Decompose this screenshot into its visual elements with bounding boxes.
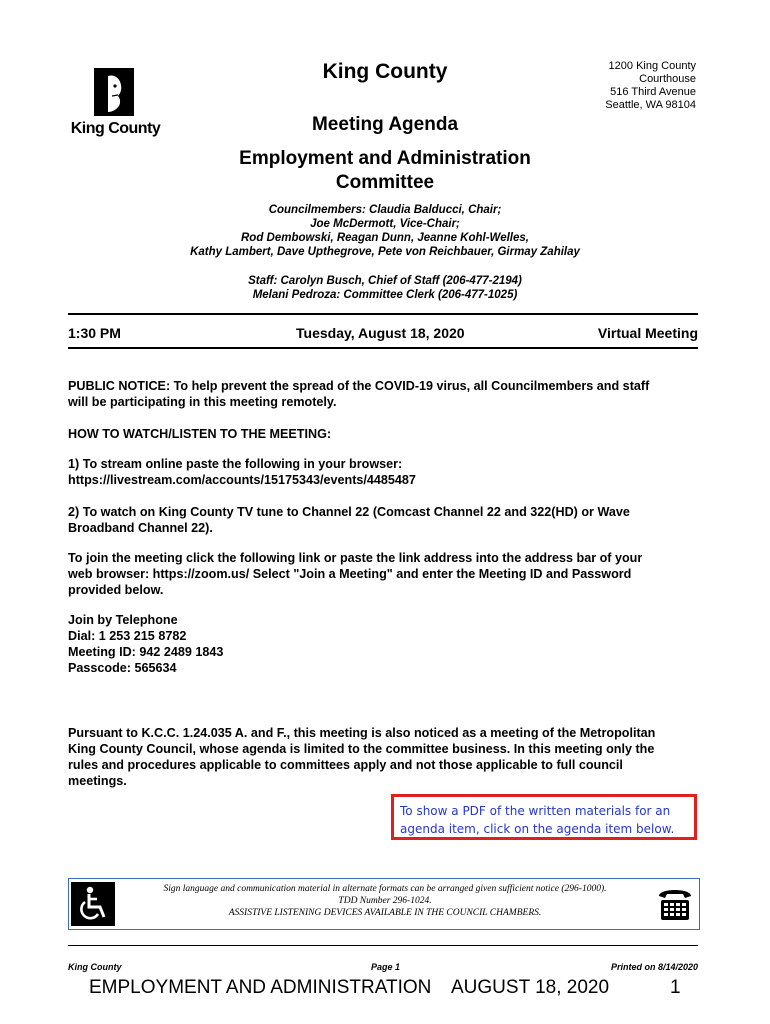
accessibility-box bbox=[68, 878, 700, 930]
meeting-date: Tuesday, August 18, 2020 bbox=[296, 325, 465, 341]
address-line: 516 Third Avenue bbox=[610, 86, 696, 98]
staff bbox=[120, 274, 650, 302]
page-title: King County bbox=[322, 60, 448, 83]
meeting-time: 1:30 PM bbox=[68, 325, 121, 341]
king-county-logo-icon bbox=[94, 68, 134, 116]
text-line: rules and procedures applicable to committees apply and not those applicable to full council bbox=[68, 758, 623, 772]
pursuant-paragraph bbox=[68, 725, 708, 789]
members-line: Rod Dembowski, Reagan Dunn, Jeanne Kohl-Welles, bbox=[241, 232, 529, 244]
text-line: TDD Number 296-1024. bbox=[338, 896, 432, 906]
pdf-notice-box bbox=[391, 794, 697, 840]
text-line: meetings. bbox=[68, 774, 127, 788]
text-line: Passcode: 565634 bbox=[68, 661, 177, 675]
text-line: PUBLIC NOTICE: To help prevent the spread of the COVID-19 virus, all Councilmembers and staff bbox=[68, 379, 650, 393]
text-line: Broadband Channel 22). bbox=[68, 521, 213, 535]
agenda-heading: Meeting Agenda bbox=[311, 114, 459, 135]
notice-line: agenda item, click on the agenda item below. bbox=[400, 822, 675, 836]
members-line: Kathy Lambert, Dave Upthegrove, Pete von Reichbauer, Girmay Zahilay bbox=[190, 246, 580, 258]
address-line: 1200 King County bbox=[608, 60, 696, 72]
tdd-phone-icon bbox=[653, 882, 697, 926]
text-line: will be participating in this meeting remotely. bbox=[68, 395, 337, 409]
stream-link[interactable]: https://livestream.com/accounts/15175343/events/4485487 bbox=[68, 473, 416, 487]
text-line: Join by Telephone bbox=[68, 613, 178, 627]
tv-instructions bbox=[68, 504, 708, 536]
notice-line: To show a PDF of the written materials for an bbox=[400, 804, 671, 818]
text-line: Pursuant to K.C.C. 1.24.035 A. and F., this meeting is also noticed as a meeting of the Metropolitan bbox=[68, 726, 656, 740]
address bbox=[560, 60, 696, 112]
divider-bottom bbox=[68, 347, 698, 349]
footer-divider bbox=[68, 945, 698, 946]
wheelchair-icon bbox=[71, 882, 115, 926]
text-line: web browser: https://zoom.us/ Select "Join a Meeting" and enter the Meeting ID and Password bbox=[68, 567, 632, 581]
footer-printed: Printed on 8/14/2020 bbox=[610, 962, 698, 972]
how-to-heading: HOW TO WATCH/LISTEN TO THE MEETING: bbox=[68, 427, 332, 441]
text-line: Meeting ID: 942 2489 1843 bbox=[68, 645, 224, 659]
committee-name bbox=[200, 147, 570, 195]
logo-text: King County bbox=[70, 120, 161, 137]
public-notice bbox=[68, 378, 708, 410]
join-instructions bbox=[68, 550, 708, 598]
staff-line: Melani Pedroza: Committee Clerk (206-477-1025) bbox=[252, 289, 518, 301]
address-line: Seattle, WA 98104 bbox=[605, 99, 696, 111]
text-line: ASSISTIVE LISTENING DEVICES AVAILABLE IN THE COUNCIL CHAMBERS. bbox=[228, 908, 542, 918]
king-county-logo bbox=[68, 68, 163, 140]
text-line: 1) To stream online paste the following in your browser: bbox=[68, 457, 403, 471]
bottom-page-number: 1 bbox=[670, 977, 681, 998]
footer-page: Page 1 bbox=[371, 962, 401, 972]
members-line: Councilmembers: Claudia Balducci, Chair; bbox=[268, 204, 502, 216]
accessibility-text bbox=[129, 883, 641, 919]
bottom-committee: EMPLOYMENT AND ADMINISTRATION bbox=[89, 977, 432, 998]
address-line: Courthouse bbox=[639, 73, 696, 85]
text-line: Dial: 1 253 215 8782 bbox=[68, 629, 187, 643]
staff-line: Staff: Carolyn Busch, Chief of Staff (206-477-2194) bbox=[248, 275, 522, 287]
committee-line: Committee bbox=[335, 172, 435, 193]
bottom-date: AUGUST 18, 2020 bbox=[451, 977, 610, 998]
meeting-type: Virtual Meeting bbox=[597, 325, 698, 341]
divider-top bbox=[68, 313, 698, 315]
footer-left: King County bbox=[68, 962, 122, 972]
text-line: Sign language and communication material in alternate formats can be arranged given sufficient notice (296-1000). bbox=[163, 884, 607, 894]
text-line: To join the meeting click the following link or paste the link address into the address bar of your bbox=[68, 551, 643, 565]
stream-instructions bbox=[68, 456, 708, 488]
text-line: provided below. bbox=[68, 583, 164, 597]
members-line: Joe McDermott, Vice-Chair; bbox=[310, 218, 460, 230]
text-line: King County Council, whose agenda is limited to the committee business. In this meeting only the bbox=[68, 742, 655, 756]
telephone-info bbox=[68, 612, 708, 676]
councilmembers bbox=[120, 203, 650, 259]
committee-line: Employment and Administration bbox=[239, 148, 531, 169]
text-line: 2) To watch on King County TV tune to Channel 22 (Comcast Channel 22 and 322(HD) or Wave bbox=[68, 505, 630, 519]
